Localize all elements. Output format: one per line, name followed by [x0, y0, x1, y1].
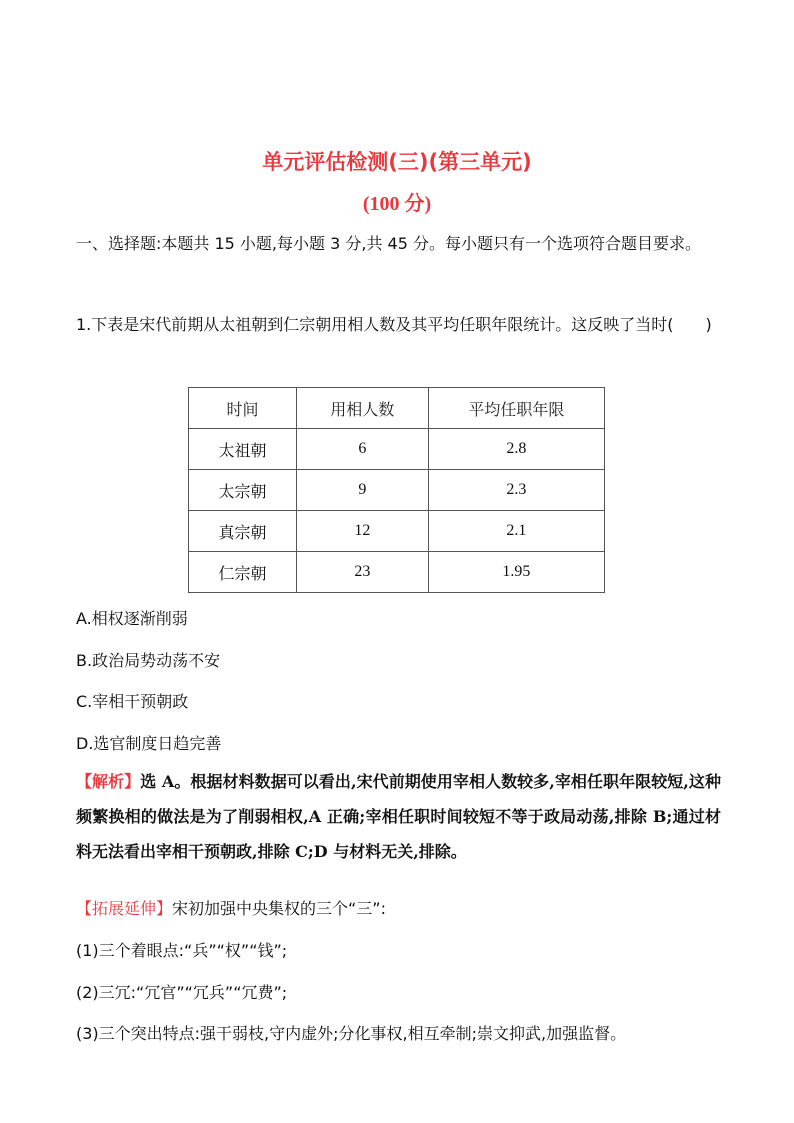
- table-cell: 真宗朝: [189, 511, 297, 552]
- table-cell: 2.1: [428, 511, 604, 552]
- table-cell: 2.3: [428, 470, 604, 511]
- option-d: D.选官制度日趋完善: [76, 734, 222, 753]
- total-score: (100 分): [362, 193, 432, 215]
- table-cell: 9: [296, 470, 428, 511]
- analysis-block: [76, 764, 721, 869]
- table-header-row: [189, 388, 605, 429]
- option-b: B.政治局势动荡不安: [76, 651, 221, 670]
- table-row: [189, 470, 605, 511]
- table-cell: 仁宗朝: [189, 552, 297, 593]
- extension-tag: 【拓展延伸】: [76, 899, 173, 918]
- extension-head-text: 宋初加强中央集权的三个“三”:: [172, 899, 386, 918]
- extension-heading: [76, 896, 386, 919]
- table-header-cell: 用相人数: [296, 388, 428, 429]
- extension-item: (1)三个着眼点:“兵”“权”“钱”;: [76, 941, 288, 960]
- option-a: A.相权逐渐削弱: [76, 609, 188, 628]
- analysis-text: 选 A。根据材料数据可以看出,宋代前期使用宰相人数较多,宰相任职年限较短,这种频繁换相的做法是为了削弱相权,A 正确;宰相任职时间较短不等于政局动荡,排除 B;通过材料无法看出宰相干预朝政,排除 C;D 与材料无关,排除。: [76, 772, 721, 861]
- table-header-cell: 平均任职年限: [428, 388, 604, 429]
- page-title: 单元评估检测(三)(第三单元): [262, 150, 532, 174]
- table-cell: 23: [296, 552, 428, 593]
- table-row: [189, 552, 605, 593]
- table-cell: 1.95: [428, 552, 604, 593]
- extension-item: (2)三冗:“冗官”“冗兵”“冗费”;: [76, 983, 288, 1002]
- table-header-cell: 时间: [189, 388, 297, 429]
- table-cell: 12: [296, 511, 428, 552]
- question-stem: 1.下表是宋代前期从太祖朝到仁宗朝用相人数及其平均任职年限统计。这反映了当时( ): [76, 315, 712, 334]
- option-c: C.宰相干预朝政: [76, 692, 189, 711]
- extension-item: (3)三个突出特点:强干弱枝,守内虚外;分化事权,相互牵制;崇文抑武,加强监督。: [76, 1024, 627, 1043]
- table-cell: 2.8: [428, 429, 604, 470]
- data-table: [188, 387, 605, 593]
- analysis-tag: 【解析】: [76, 772, 141, 791]
- table-cell: 太宗朝: [189, 470, 297, 511]
- table-row: [189, 511, 605, 552]
- table-cell: 太祖朝: [189, 429, 297, 470]
- table-row: [189, 429, 605, 470]
- section-intro: 一、选择题:本题共 15 小题,每小题 3 分,共 45 分。每小题只有一个选项符合题目要求。: [76, 234, 701, 253]
- table-cell: 6: [296, 429, 428, 470]
